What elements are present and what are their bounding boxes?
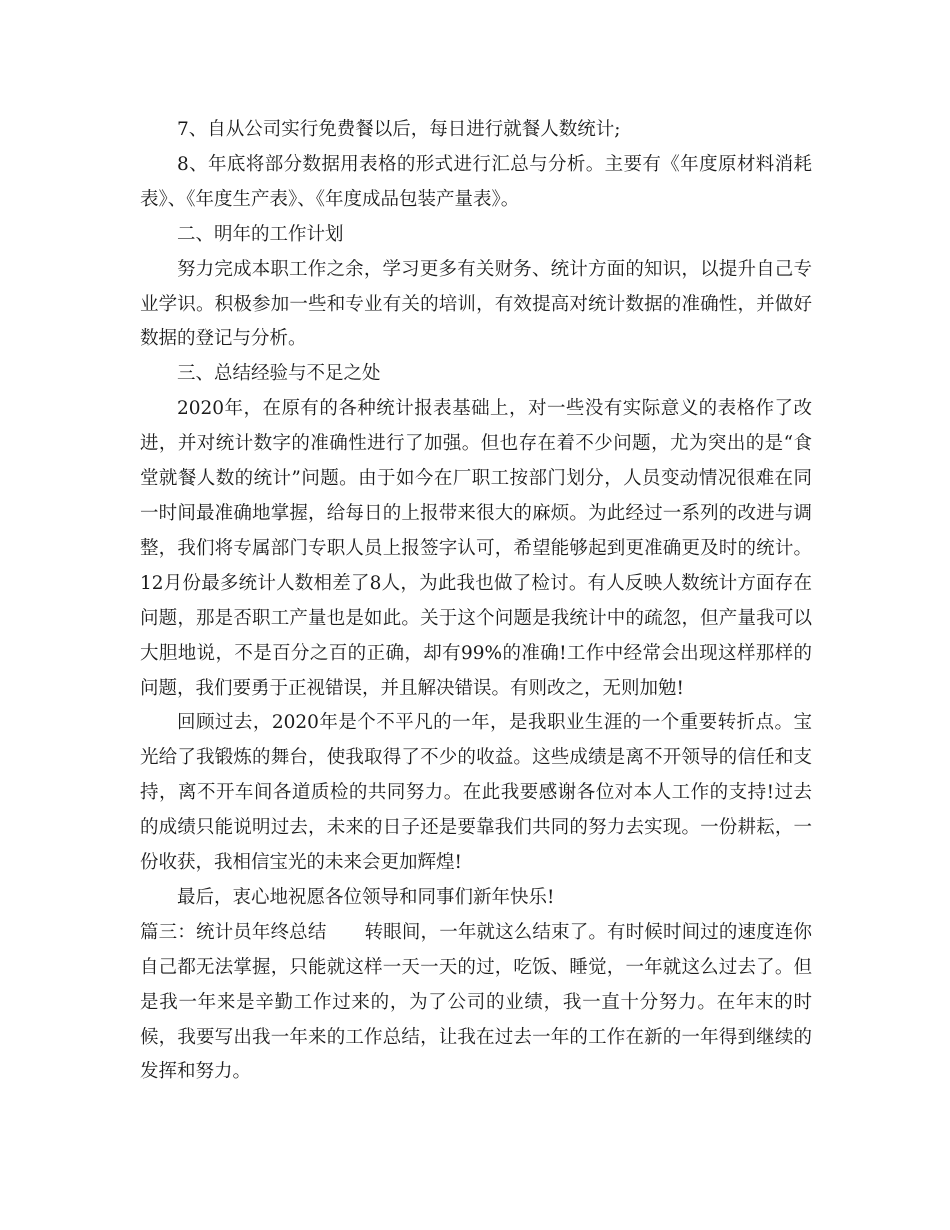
- paragraph-item-7: 7、自从公司实行免费餐以后，每日进行就餐人数统计;: [177, 119, 621, 140]
- paragraph-plan-body: 努力完成本职工作之余，学习更多有关财务、统计方面的知识，以提升自己专业学识。积极参加一些和专业有关的培训，有效提高对统计数据的准确性，并做好数据的登记与分析。: [140, 258, 812, 350]
- paragraph-closing: 最后，衷心地祝愿各位领导和同事们新年快乐!: [177, 886, 555, 908]
- part-three: [140, 916, 812, 1091]
- paragraph-item-8: 8、年底将部分数据用表格的形式进行汇总与分析。主要有《年度原材料消耗表》、《年度生产表》、《年度成品包装产量表》。: [140, 153, 812, 210]
- paragraph-review: 回顾过去，2020年是个不平凡的一年，是我职业生涯的一个重要转折点。宝光给了我锻炼的舞台，使我取得了不少的收益。这些成绩是离不开领导的信任和支持，离不开车间各道质检的共同努力。在此我要感谢各位对本人工作的支持!过去的成绩只能说明过去，未来的日子还是要靠我们共同的努力去实现。一份耕耘，一份收获，我相信宝光的未来会更加辉煌!: [140, 712, 812, 874]
- section-heading-plan: 二、明年的工作计划: [177, 223, 344, 245]
- part-three-title: 篇三：统计员年终总结: [140, 921, 327, 943]
- document-body: [140, 113, 812, 1090]
- paragraph-summary-body: 2020年，在原有的各种统计报表基础上，对一些没有实际意义的表格作了改进，并对统计数字的准确性进行了加强。但也存在着不少问题，尤为突出的是“食堂就餐人数的统计”问题。由于如今在厂职工按部门划分，人员变动情况很难在同一时间最准确地掌握，给每日的上报带来很大的麻烦。为此经过一系列的改进与调整，我们将专属部门专职人员上报签字认可，希望能够起到更准确更及时的统计。12月份最多统计人数相差了8人，为此我也做了检讨。有人反映人数统计方面存在问题，那是否职工产量也是如此。关于这个问题是我统计中的疏忽，但产量我可以大胆地说，不是百分之百的正确，却有99%的准确!工作中经常会出现这样那样的问题，我们要勇于正视错误，并且解决错误。有则改之，无则加勉!: [140, 398, 812, 699]
- section-heading-summary: 三、总结经验与不足之处: [177, 363, 381, 385]
- part-three-body: 转眼间，一年就这么结束了。有时候时间过的速度连你自己都无法掌握，只能就这样一天一天的过，吃饭、睡觉，一年就这么过去了。但是我一年来是辛勤工作过来的，为了公司的业绩，我一直十分努力。在年末的时候，我要写出我一年来的工作总结，让我在过去一年的工作在新的一年得到继续的发挥和努力。: [140, 921, 812, 1083]
